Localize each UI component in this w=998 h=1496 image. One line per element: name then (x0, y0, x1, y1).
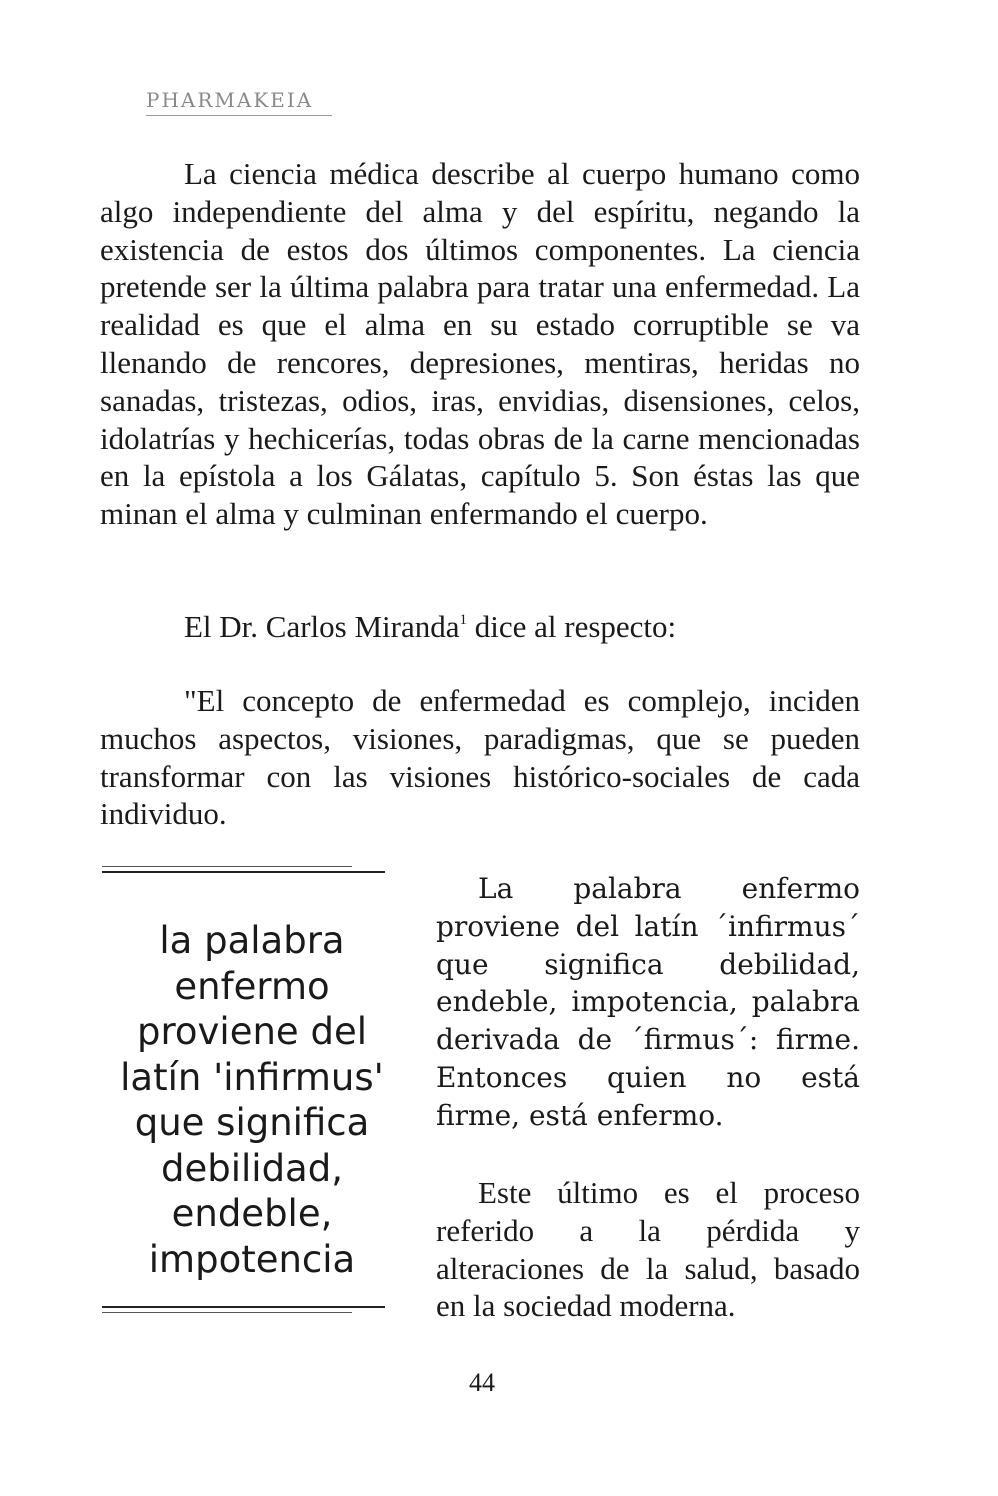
pull-quote-line: debilidad, (161, 1146, 343, 1190)
page-number: 44 (469, 1368, 495, 1397)
pull-quote-line: latín 'infirmus' (120, 1055, 384, 1099)
citation-text-end: dice al respecto: (467, 609, 677, 644)
right-column-paragraph: La palabra enfermo proviene del latín ´infirmus´ que significa debilidad, endeble, impotencia, palabra derivada de ´firmus´: firme. Entonces quien no está firme, está enfermo. (436, 872, 860, 1132)
quote-paragraph: "El concepto de enfermedad es complejo, inciden muchos aspectos, visiones, paradigmas, que se pueden transformar con las visiones histórico-sociales de cada individuo. (100, 683, 860, 832)
pull-quote-top-rule (102, 866, 385, 873)
body-paragraph-citation (100, 608, 860, 646)
rule-thick-line (102, 1306, 385, 1308)
pull-quote-line: impotencia (148, 1237, 356, 1281)
citation-text: El Dr. Carlos Miranda (184, 609, 460, 644)
right-column-paragraph: Este último es el proceso referido a la pérdida y alteraciones de la salud, basado en la sociedad moderna. (436, 1175, 860, 1324)
rule-thick-line (102, 871, 385, 873)
running-header: PHARMAKEIA (146, 88, 332, 116)
pull-quote (102, 918, 402, 1282)
footnote-marker[interactable]: 1 (459, 612, 468, 628)
pull-quote-line: la palabra (159, 919, 345, 962)
pull-quote-line: endeble, (171, 1192, 333, 1235)
pull-quote-bottom-rule (102, 1306, 385, 1313)
pull-quote-line: que significa (134, 1101, 370, 1144)
body-paragraph: La ciencia médica describe al cuerpo humano como algo independiente del alma y del espíritu, negando la existencia de estos dos últimos componentes. La ciencia pretende ser la última palabra para tratar una enfermedad. La realidad es que el alma en su estado corruptible se va llenando de rencores, depresiones, mentiras, heridas no sanadas, tristezas, odios, iras, envidias, disensiones, celos, idolatrías y hechicerías, todas obras de la carne mencionadas en la epístola a los Gálatas, capítulo 5. Son éstas las que minan el alma y culminan enfermando el cuerpo. (100, 156, 860, 532)
pull-quote-line: proviene del (137, 1010, 367, 1053)
pull-quote-line: enfermo (174, 964, 330, 1008)
rule-thin-line (102, 866, 352, 867)
rule-thin-line (102, 1312, 352, 1313)
